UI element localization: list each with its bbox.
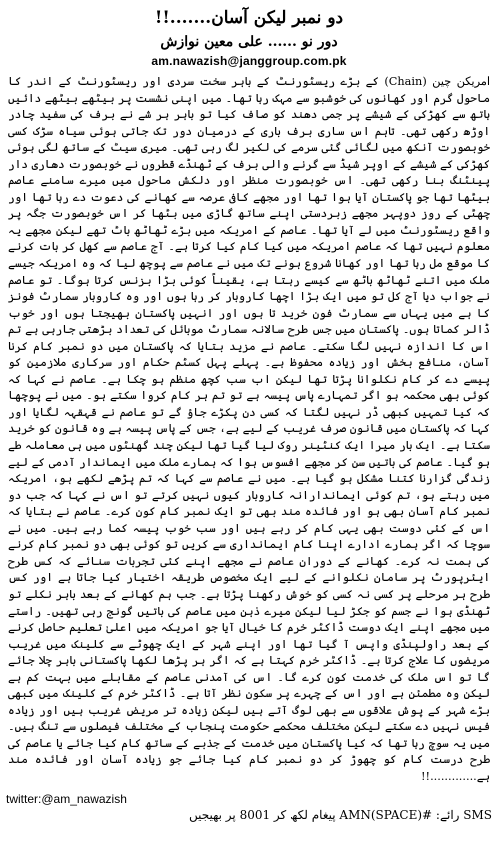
sms-feedback-note: SMS رائے: #AMN(SPACE) پیغام لکھ کر 8001 پر بھیجیں — [188, 808, 492, 822]
article-paragraph: امریکن چین (Chain) کے بڑے ریسٹورنٹ کے باہر سخت سردی اور ریسٹورنٹ کے اندر کا ماحول گرم اور کھانوں کی خوشبو سے مہک رہا تھا۔ میں اپنی نشست پر بیٹھے بیٹھے دائیں ہاتھ سے کھڑکی کے شیشے پر جمی دھند کو صاف کیا تو باہر ہر شے نے برف کی سفید چادر اوڑھ رکھی تھی۔ تاہم اس ساری برف باری کے درمیان دور تک جاتی ہوئی سیاہ سڑک کسی خوبصورت آنکھ میں لگائی گئی سرمے کی لکیر لگ رہی تھی۔ میری سیٹ کے ساتھ لگی ہوئی کھڑکی کے شیشے کے اوپر شیڈ سے گرنے والی برف کے ٹھنڈے قطروں نے خوبصورت دھاری دار پینٹنگ بنا رکھی تھی۔ اس خوبصورت منظر اور دلکش ماحول میں میرے سامنے عاصم بیٹھا تھا جو پاکستان آیا ہوا تھا اور مجھے کافی عرصہ سے کھانے کی دعوت دے رہا تھا اور چھٹی کے روز دوپہر مجھے زبردستی اپنے ساتھ گاڑی میں بٹھا کر اس خوبصورت جگہ پر واقع ریسٹورنٹ میں لے آیا تھا۔ عاصم کے امریکہ میں بڑے ٹھاٹھ باٹ تھے لیکن مجھے یہ معلوم نہیں تھا کہ عاصم امریکہ میں کیا کام کیا کرتا ہے۔ آج عاصم سے کھل کر بات کرنے کا موقع مل رہا تھا اور کھانا شروع ہونے تک میں نے عاصم سے پوچھ لیا کہ وہ امریکہ جیسے ملک میں اتنے ٹھاٹھ باٹھ سے کیسے رہتا ہے، یقیناً کوئی بڑا بزنس کرتا ہوگا۔ تو عاصم نے جواب دیا آج کل تو میں ایک بڑا اچھا کاروبار کر رہا ہوں اور وہ کاروبار سمارٹ فونز کا ہے میں یہاں سے سمارٹ فون خرید تا ہوں اور انہیں پاکستان بھیجتا ہوں اور خوب ڈالر کماتا ہوں۔ پاکستان میں جس طرح سالانہ سمارٹ موبائل کی تعداد بڑھتی جارہی ہے تم اس کا اندازہ نہیں لگا سکتے۔ عاصم نے مزید بتایا کہ پاکستان میں دو نمبر کام کرنا آسان، منافع بخش اور زیادہ محفوظ ہے۔ پہلے پہل کسٹم حکام اور سرکاری ملازمین کو پیسے دے کر کام نکلوانا پڑتا تھا لیکن اب سب کچھ منظم ہو چکا ہے۔ عاصم نے کہا کہ کوئی بھی محکمہ ہو اگر تمہارے پاس پیسہ ہے تو تم ہر کام کروا سکتے ہو۔ میں نے پوچھا کہ کیا تمہیں کبھی ڈر نہیں لگتا کہ کسی دن پکڑے جاؤ گے تو عاصم نے قہقہہ لگایا اور کہا کہ پاکستان میں قانون صرف غریب کے لیے ہے، جس کے پاس پیسہ ہے وہ قانون کو خرید سکتا ہے۔ ایک بار میرا ایک کنٹینر روک لیا گیا تھا لیکن چند گھنٹوں میں ہی معاملہ طے ہو گیا۔ عاصم کی باتیں سن کر مجھے افسوس ہوا کہ ہمارے ملک میں ایماندار آدمی کے لیے زندگی گزارنا کتنا مشکل ہو گیا ہے۔ میں نے عاصم سے کہا کہ تم پڑھے لکھے ہو، امریکہ میں رہتے ہو، تم کوئی ایماندارانہ کاروبار کیوں نہیں کرتے تو اس نے کہا کہ جب دو نمبر کام آسان بھی ہو اور فائدہ مند بھی تو ایک نمبر کام کون کرے۔ عاصم نے بتایا کہ اس کے کئی دوست بھی یہی کام کر رہے ہیں اور سب خوب پیسہ کما رہے ہیں۔ میں نے سوچا کہ اگر ہمارے ادارے اپنا کام ایمانداری سے کریں تو کوئی بھی دو نمبر کام کرنے کی ہمت نہ کرے۔ کھانے کے دوران عاصم نے مجھے اپنے کئی تجربات سنائے کہ کس طرح ایئرپورٹ پر سامان نکلوانے کے لیے ایک مخصوص طریقہ اختیار کیا جاتا ہے اور کس طرح ہر مرحلے پر کسی نہ کسی کو خوش رکھنا پڑتا ہے۔ جب ہم کھانے کے بعد باہر نکلے تو ٹھنڈی ہوا نے جسم کو جکڑ لیا لیکن میرے ذہن میں عاصم کی باتیں گونج رہی تھیں۔ راستے میں مجھے اپنے ایک دوست ڈاکٹر خرم کا خیال آیا جو امریکہ میں اعلیٰ تعلیم حاصل کرنے کے بعد راولپنڈی واپس آ گیا تھا اور اپنے شہر کے ایک چھوٹے سے کلینک میں غریب مریضوں کا علاج کرتا ہے۔ ڈاکٹر خرم کہتا ہے کہ اگر ہر پڑھا لکھا پاکستانی باہر چلا جائے گا تو اس ملک کی خدمت کون کرے گا۔ اس کی آمدنی عاصم کے مقابلے میں بہت کم ہے لیکن وہ مطمئن ہے اور اس کے چہرے پر سکون نظر آتا ہے۔ ڈاکٹر خرم کے کلینک میں کبھی بڑے شہر کے پوش علاقوں سے بھی لوگ آتے ہیں لیکن زیادہ تر مریض غریب ہیں اور زیادہ فیس نہیں دے سکتے لیکن مختلف محکمے حکومت پنجاب کے مختلف فیصلوں سے تنگ ہیں۔ میں یہ سوچ رہا تھا کہ کیا پاکستان میں خدمت کے جذبے کے ساتھ کام کیا جائے یا عاصم کی طرح درست کام کو چھوڑ کر دو نمبر کام کیا جائے جو زیادہ آسان اور فائدہ مند ہے.............!! — [8, 75, 490, 783]
author-twitter: twitter:@am_nawazish — [6, 792, 127, 806]
article-body — [8, 74, 490, 783]
author-email: am.nawazish@janggroup.com.pk — [151, 54, 347, 68]
article-headline: دو نمبر لیکن آسان.......!! — [154, 8, 344, 28]
article-byline: دور نو ...... علی معین نوازش — [160, 34, 338, 50]
